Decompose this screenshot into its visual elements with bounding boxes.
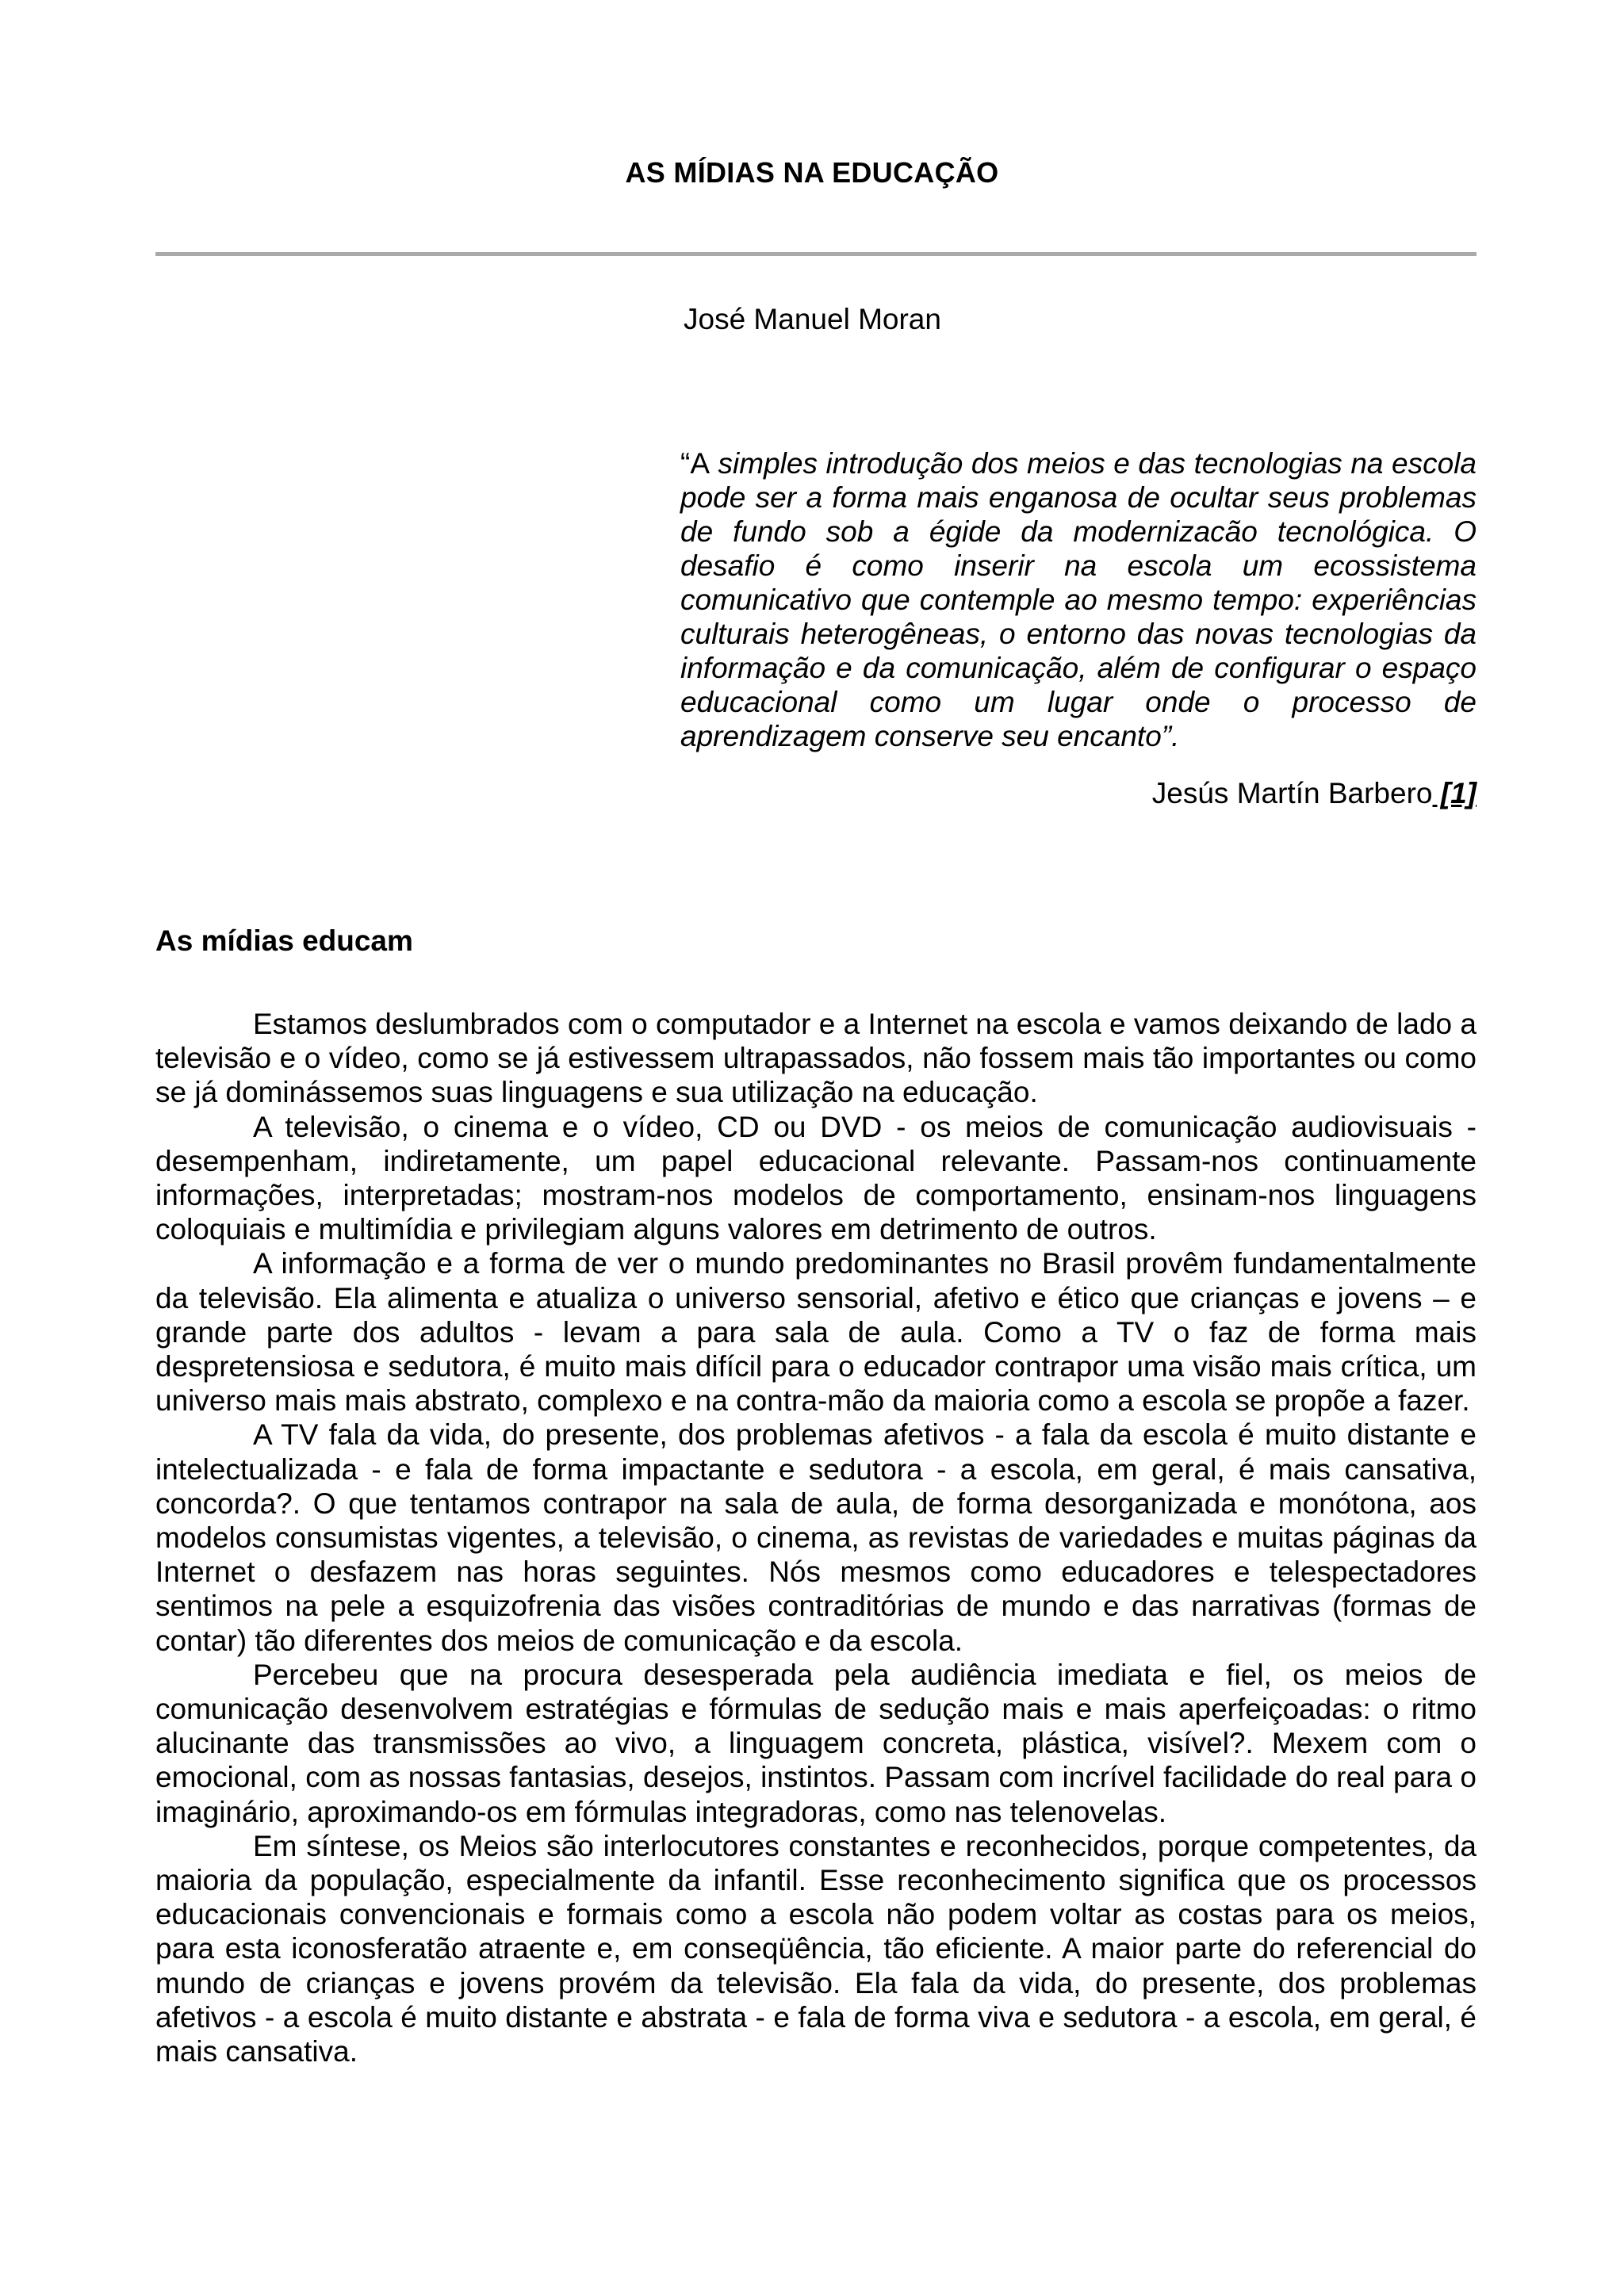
epigraph-open-quote: “A bbox=[680, 447, 710, 480]
paragraph-3: A informação e a forma de ver o mundo predominantes no Brasil provêm fundamentalmente da televisão. Ela alimenta e atualiza o universo sensorial, afetivo e ético que crianças e jovens – e grande parte dos adultos - levam a para sala de aula. Como a TV o faz de forma mais despretensiosa e sedutora, é muito mais difícil para o educador contrapor uma visão mais crítica, um universo mais mais abstrato, complexo e na contra-mão da maioria como a escola se propõe a fazer. bbox=[155, 1247, 1477, 1418]
epigraph-author: Jesús Martín Barbero bbox=[1151, 777, 1433, 809]
paragraph-6: Em síntese, os Meios são interlocutores constantes e reconhecidos, porque competentes, da maioria da população, especialmente da infantil. Esse reconhecimento significa que os processos educacionais convencionais e formais como a escola não podem voltar as costas para os meios, para esta iconosferatão atraente e, em conseqüência, tão eficiente. A maior parte do referencial do mundo de crianças e jovens provém da televisão. Ela fala da vida, do presente, dos problemas afetivos - a escola é muito distante e abstrata - e fala de forma viva e sedutora - a escola, em geral, é mais cansativa. bbox=[155, 1829, 1477, 2068]
horizontal-divider bbox=[155, 252, 1477, 256]
body-text bbox=[155, 1007, 1477, 2068]
paragraph-1: Estamos deslumbrados com o computador e a Internet na escola e vamos deixando de lado a televisão e o vídeo, como se já estivessem ultrapassados, não fossem mais tão importantes ou como se já dominássemos suas linguagens e sua utilização na educação. bbox=[155, 1008, 1477, 1109]
footnote-link[interactable]: [1] bbox=[1432, 777, 1477, 809]
paragraph-5: Percebeu que na procura desesperada pela audiência imediata e fiel, os meios de comunicação desenvolvem estratégias e fórmulas de sedução mais e mais aperfeiçoadas: o ritmo alucinante das transmissões ao vivo, a linguagem concreta, plástica, visível?. Mexem com o emocional, com as nossas fantasias, desejos, instintos. Passam com incrível facilidade do real para o imaginário, aproximando-os em fórmulas integradoras, como nas telenovelas. bbox=[155, 1658, 1477, 1828]
epigraph-quote bbox=[680, 446, 1477, 753]
paragraph-2: A televisão, o cinema e o vídeo, CD ou DVD - os meios de comunicação audiovisuais - desempenham, indiretamente, um papel educacional relevante. Passam-nos continuamente informações, interpretadas; mostram-nos modelos de comportamento, ensinam-nos linguagens coloquiais e multimídia e privilegiam alguns valores em detrimento de outros. bbox=[155, 1110, 1477, 1246]
page-title: AS MÍDIAS NA EDUCAÇÃO bbox=[625, 156, 999, 189]
epigraph-attribution bbox=[1152, 775, 1477, 812]
author-name: José Manuel Moran bbox=[684, 303, 941, 335]
paragraph-4: A TV fala da vida, do presente, dos problemas afetivos - a fala da escola é muito distante e intelectualizada - e fala de forma impactante e sedutora - a escola, em geral, é mais cansativa, concorda?. O que tentamos contrapor na sala de aula, de forma desorganizada e monótona, aos modelos consumistas vigentes, a televisão, o cinema, as revistas de variedades e muitas páginas da Internet o desfazem nas horas seguintes. Nós mesmos como educadores e telespectadores sentimos na pele a esquizofrenia das visões contraditórias de mundo e das narrativas (formas de contar) tão diferentes dos meios de comunicação e da escola. bbox=[155, 1418, 1477, 1657]
epigraph-text: simples introdução dos meios e das tecnologias na escola pode ser a forma mais enganosa de ocultar seus problemas de fundo sob a égide da modernizacão tecnológica. O desafio é como inserir na escola um ecossistema comunicativo que contemple ao mesmo tempo: experiências culturais heterogêneas, o entorno das novas tecnologias da informação e da comunicação, além de configurar o espaço educacional como um lugar onde o processo de aprendizagem conserve seu encanto”. bbox=[680, 447, 1477, 752]
section-heading: As mídias educam bbox=[155, 924, 413, 957]
